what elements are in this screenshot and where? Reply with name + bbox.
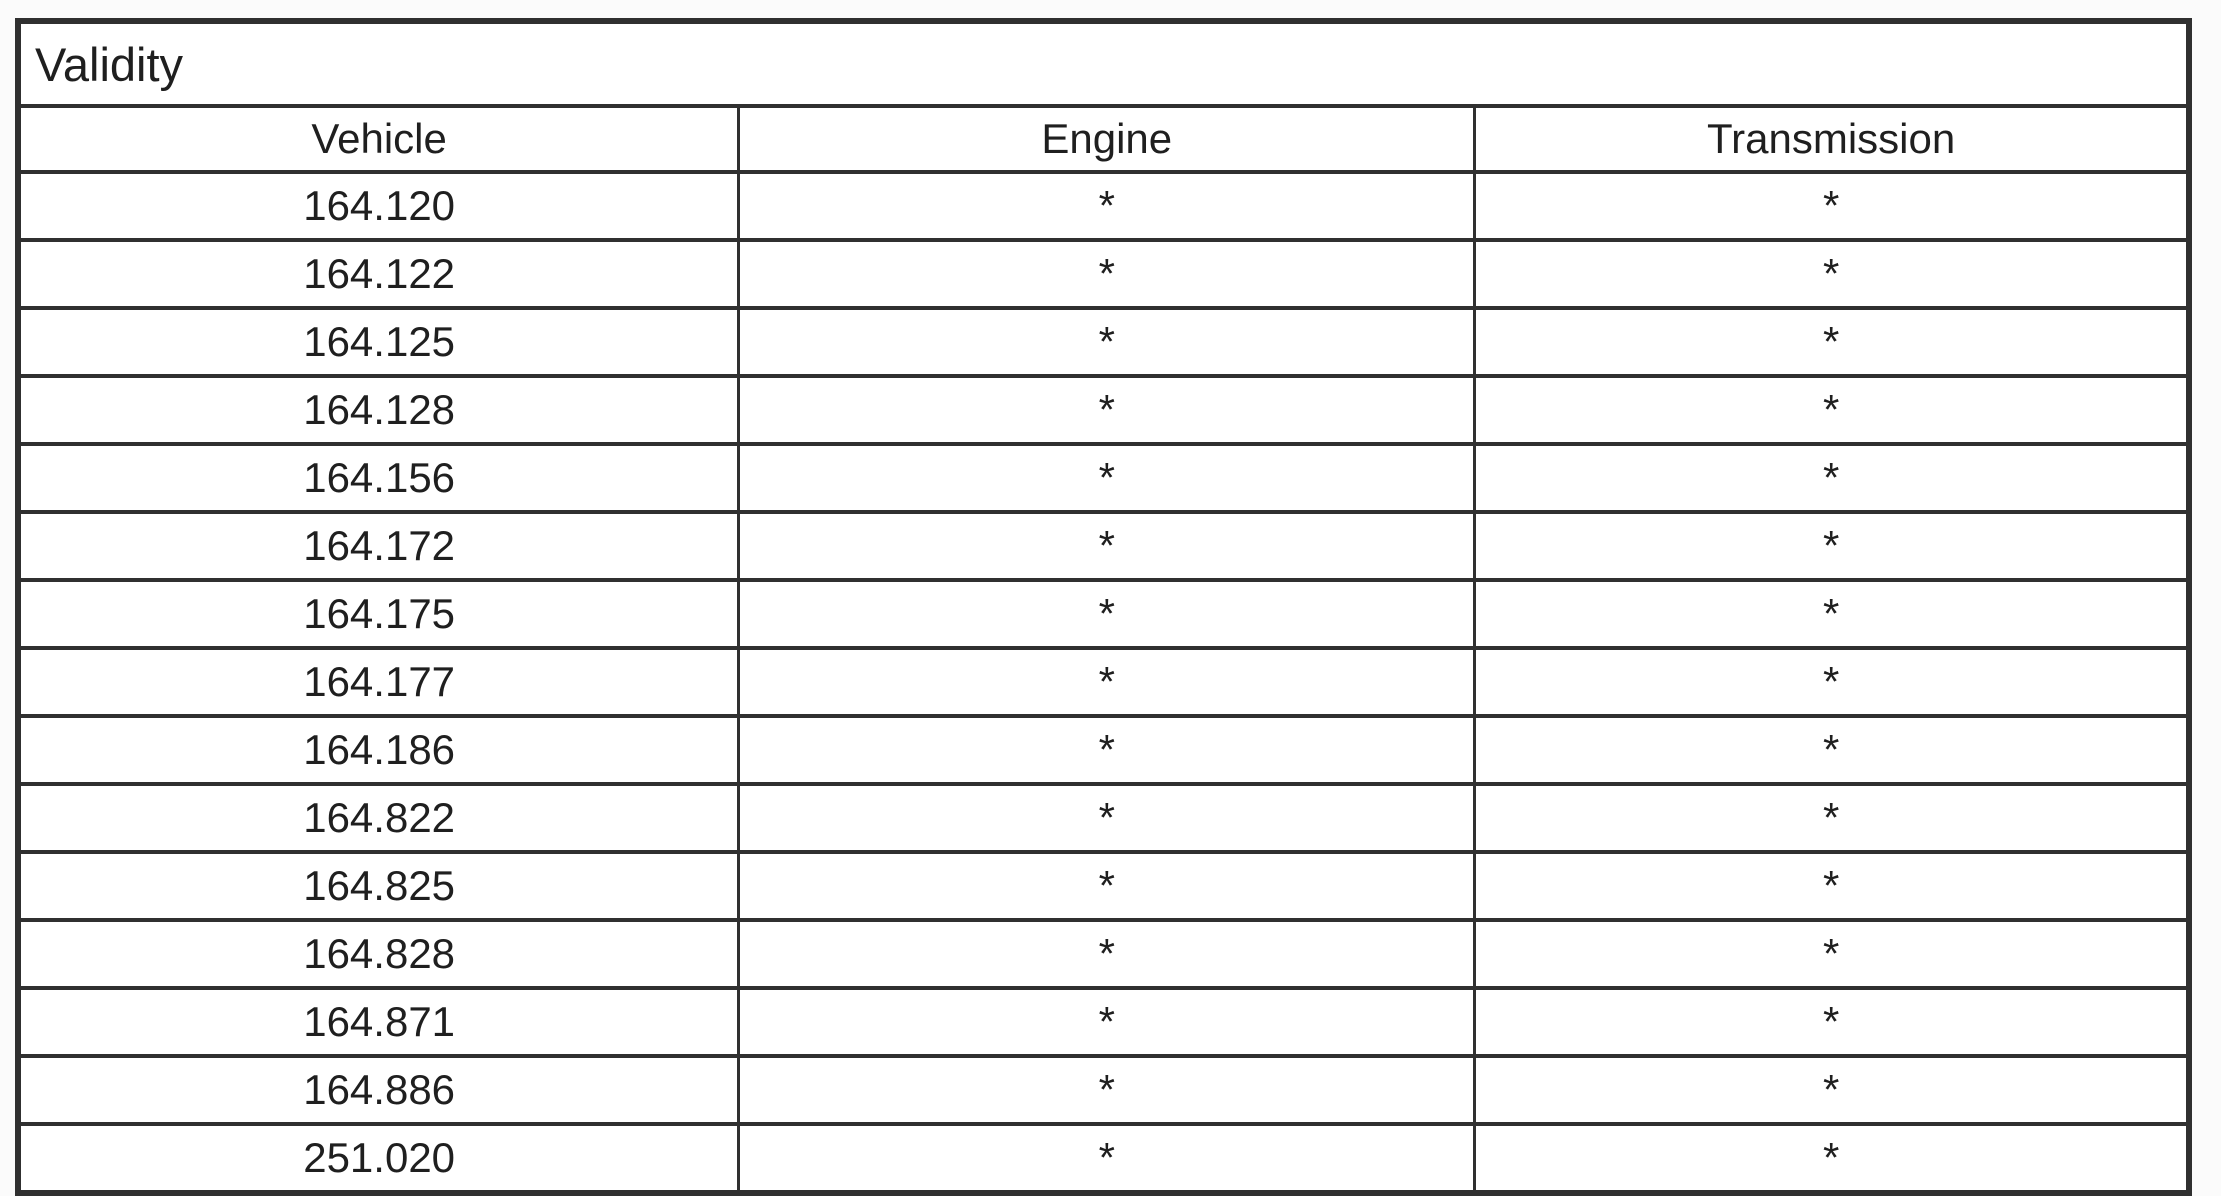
engine-cell: * <box>739 172 1475 240</box>
vehicle-cell: 164.122 <box>18 240 739 308</box>
engine-cell: * <box>739 1056 1475 1124</box>
engine-cell: * <box>739 376 1475 444</box>
transmission-cell: * <box>1475 716 2189 784</box>
engine-cell: * <box>739 784 1475 852</box>
engine-cell: * <box>739 852 1475 920</box>
vehicle-cell: 164.128 <box>18 376 739 444</box>
table-row <box>18 648 2189 716</box>
engine-cell: * <box>739 1124 1475 1193</box>
table-row <box>18 580 2189 648</box>
table-row <box>18 784 2189 852</box>
transmission-cell: * <box>1475 444 2189 512</box>
transmission-cell: * <box>1475 988 2189 1056</box>
vehicle-cell: 164.886 <box>18 1056 739 1124</box>
table-header-row <box>18 106 2189 172</box>
table-row <box>18 240 2189 308</box>
table-row <box>18 444 2189 512</box>
engine-cell: * <box>739 920 1475 988</box>
vehicle-cell: 164.825 <box>18 852 739 920</box>
vehicle-cell: 164.156 <box>18 444 739 512</box>
transmission-cell: * <box>1475 784 2189 852</box>
vehicle-cell: 164.871 <box>18 988 739 1056</box>
engine-cell: * <box>739 648 1475 716</box>
table-row <box>18 512 2189 580</box>
vehicle-cell: 164.828 <box>18 920 739 988</box>
engine-cell: * <box>739 240 1475 308</box>
transmission-cell: * <box>1475 580 2189 648</box>
column-header-engine: Engine <box>739 106 1475 172</box>
engine-cell: * <box>739 716 1475 784</box>
table-row <box>18 852 2189 920</box>
vehicle-cell: 164.120 <box>18 172 739 240</box>
table-row <box>18 988 2189 1056</box>
transmission-cell: * <box>1475 376 2189 444</box>
table-row <box>18 716 2189 784</box>
table-row <box>18 376 2189 444</box>
transmission-cell: * <box>1475 1124 2189 1193</box>
engine-cell: * <box>739 444 1475 512</box>
table-row <box>18 172 2189 240</box>
vehicle-cell: 164.822 <box>18 784 739 852</box>
vehicle-cell: 164.172 <box>18 512 739 580</box>
transmission-cell: * <box>1475 648 2189 716</box>
vehicle-cell: 164.177 <box>18 648 739 716</box>
vehicle-cell: 164.175 <box>18 580 739 648</box>
engine-cell: * <box>739 308 1475 376</box>
transmission-cell: * <box>1475 308 2189 376</box>
column-header-vehicle: Vehicle <box>18 106 739 172</box>
transmission-cell: * <box>1475 852 2189 920</box>
table-row <box>18 920 2189 988</box>
table-title-row <box>18 21 2189 106</box>
transmission-cell: * <box>1475 920 2189 988</box>
transmission-cell: * <box>1475 240 2189 308</box>
transmission-cell: * <box>1475 172 2189 240</box>
table-row <box>18 1056 2189 1124</box>
transmission-cell: * <box>1475 1056 2189 1124</box>
transmission-cell: * <box>1475 512 2189 580</box>
vehicle-cell: 164.186 <box>18 716 739 784</box>
engine-cell: * <box>739 580 1475 648</box>
vehicle-cell: 164.125 <box>18 308 739 376</box>
table-title: Validity <box>18 21 2189 106</box>
engine-cell: * <box>739 988 1475 1056</box>
validity-table <box>15 18 2192 1196</box>
vehicle-cell: 251.020 <box>18 1124 739 1193</box>
engine-cell: * <box>739 512 1475 580</box>
table-row <box>18 308 2189 376</box>
column-header-transmission: Transmission <box>1475 106 2189 172</box>
